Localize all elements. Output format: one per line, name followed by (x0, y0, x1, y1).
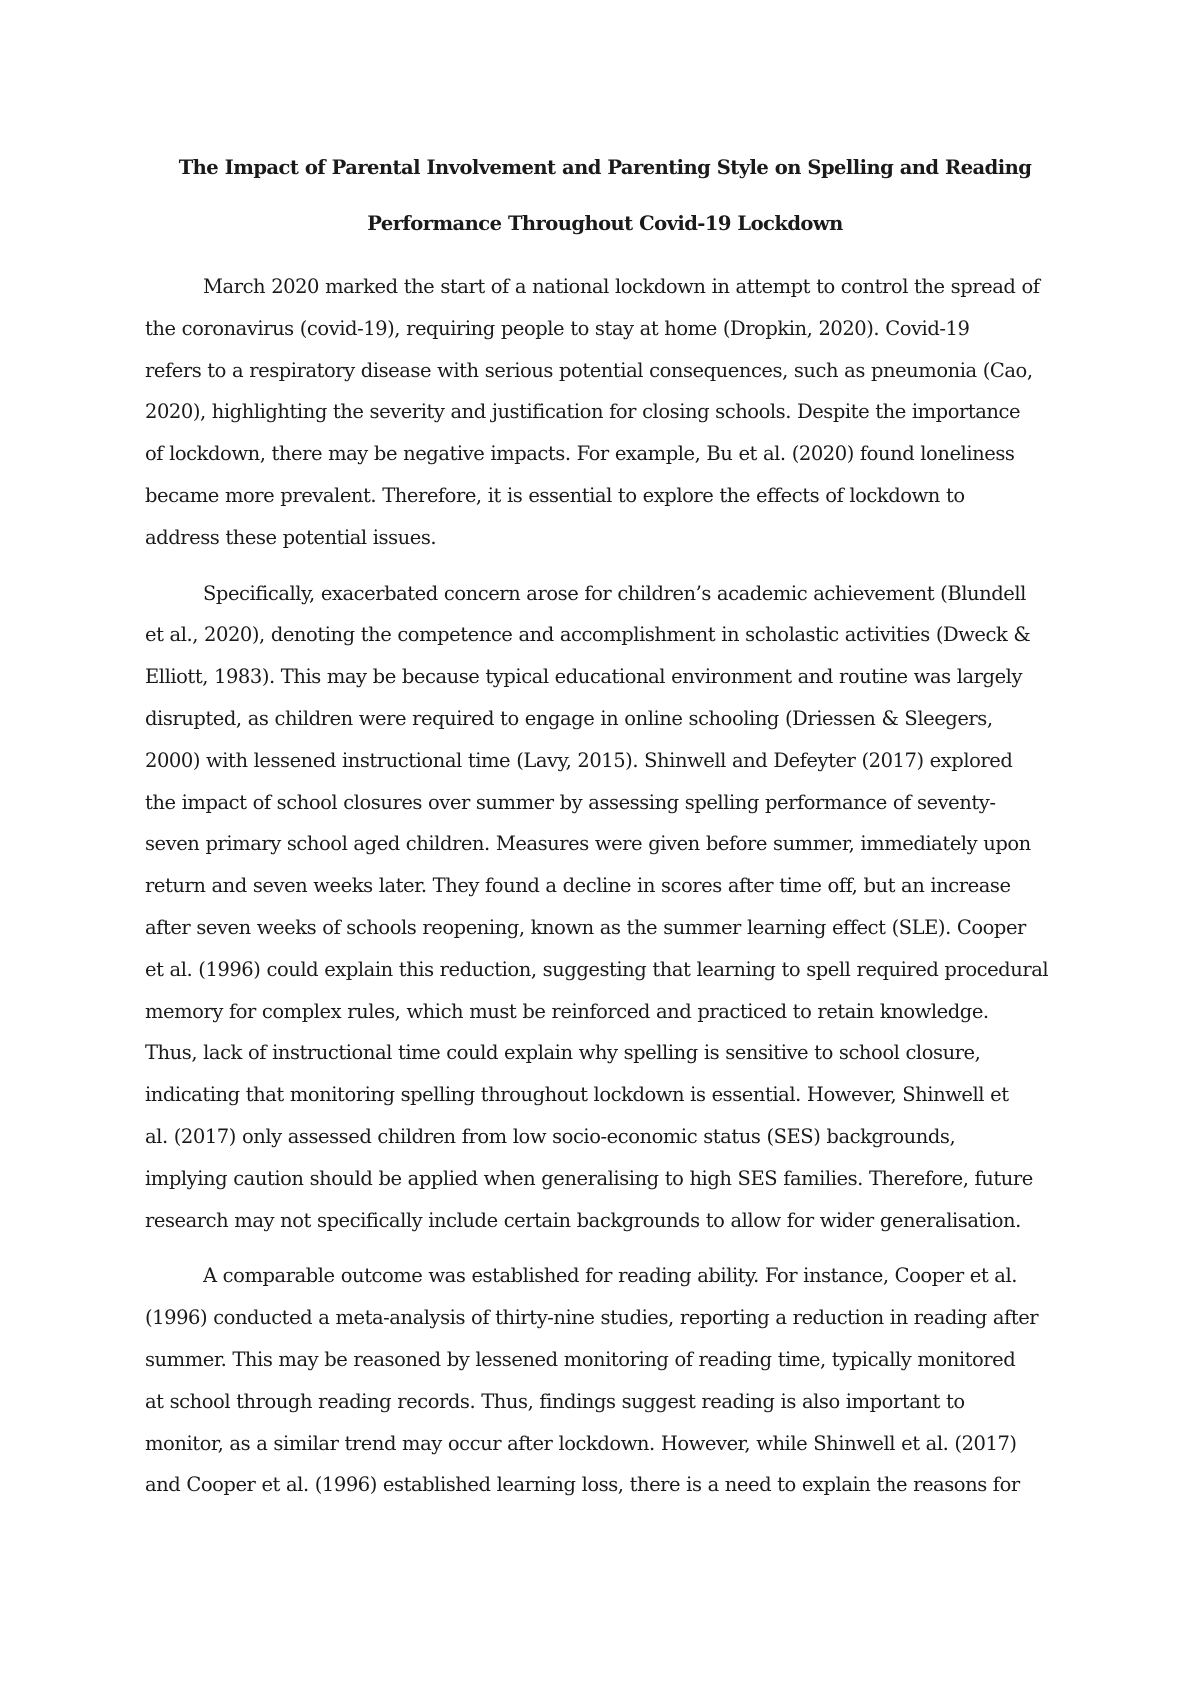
text-line: March 2020 marked the start of a national lockdown in attempt to control the spread of (203, 275, 1040, 298)
text-line: 2000) with lessened instructional time (Lavy, 2015). Shinwell and Defeyter (2017) explored (145, 748, 1013, 772)
text-line: Specifically, exacerbated concern arose for children’s academic achievement (Blundell (203, 581, 1026, 605)
text-line: 2020), highlighting the severity and justification for closing schools. Despite the importance (145, 400, 1021, 424)
text-line: al. (2017) only assessed children from low socio-economic status (SES) backgrounds, (145, 1124, 956, 1148)
text-line: became more prevalent. Therefore, it is essential to explore the effects of lockdown to (145, 483, 965, 507)
paragraph-1 (145, 266, 1065, 559)
text-line: A comparable outcome was established for reading ability. For instance, Cooper et al. (203, 1264, 1017, 1288)
text-line: address these potential issues. (145, 525, 437, 549)
document-body (145, 140, 1065, 1506)
text-line: and Cooper et al. (1996) established learning loss, there is a need to explain the reasons for (145, 1473, 1020, 1497)
text-line: Elliott, 1983). This may be because typical educational environment and routine was largely (145, 665, 1023, 689)
text-line: the impact of school closures over summer by assessing spelling performance of seventy- (145, 790, 996, 814)
document-title (145, 140, 1065, 252)
text-line: research may not specifically include certain backgrounds to allow for wider generalisation. (145, 1208, 1021, 1232)
text-line: return and seven weeks later. They found a decline in scores after time off, but an increase (145, 874, 1011, 898)
text-line: et al. (1996) could explain this reduction, suggesting that learning to spell required procedural (145, 957, 1049, 981)
text-line: implying caution should be applied when generalising to high SES families. Therefore, future (145, 1166, 1033, 1190)
text-line: memory for complex rules, which must be reinforced and practiced to retain knowledge. (145, 999, 989, 1023)
title-line: Performance Throughout Covid-19 Lockdown (367, 212, 843, 235)
text-line: refers to a respiratory disease with serious potential consequences, such as pneumonia (Cao, (145, 358, 1033, 382)
text-line: Thus, lack of instructional time could explain why spelling is sensitive to school closure, (145, 1041, 981, 1065)
text-line: (1996) conducted a meta-analysis of thirty-nine studies, reporting a reduction in reading after (145, 1306, 1039, 1330)
text-line: summer. This may be reasoned by lessened monitoring of reading time, typically monitored (145, 1347, 1016, 1371)
text-line: seven primary school aged children. Measures were given before summer, immediately upon (145, 832, 1031, 856)
paragraph-3 (145, 1255, 1065, 1506)
text-line: indicating that monitoring spelling throughout lockdown is essential. However, Shinwell et (145, 1083, 1009, 1107)
text-line: disrupted, as children were required to engage in online schooling (Driessen & Sleegers, (145, 706, 993, 730)
text-line: the coronavirus (covid-19), requiring people to stay at home (Dropkin, 2020). Covid-19 (145, 316, 970, 340)
paragraph-2 (145, 573, 1065, 1242)
text-line: of lockdown, there may be negative impacts. For example, Bu et al. (2020) found loneliness (145, 442, 1015, 466)
text-line: at school through reading records. Thus, findings suggest reading is also important to (145, 1389, 965, 1413)
text-line: et al., 2020), denoting the competence and accomplishment in scholastic activities (Dweck & (145, 623, 1031, 647)
title-line: The Impact of Parental Involvement and Parenting Style on Spelling and Reading (178, 156, 1032, 179)
text-line: after seven weeks of schools reopening, known as the summer learning effect (SLE). Cooper (145, 915, 1026, 939)
text-line: monitor, as a similar trend may occur after lockdown. However, while Shinwell et al. (2017) (145, 1431, 1017, 1455)
